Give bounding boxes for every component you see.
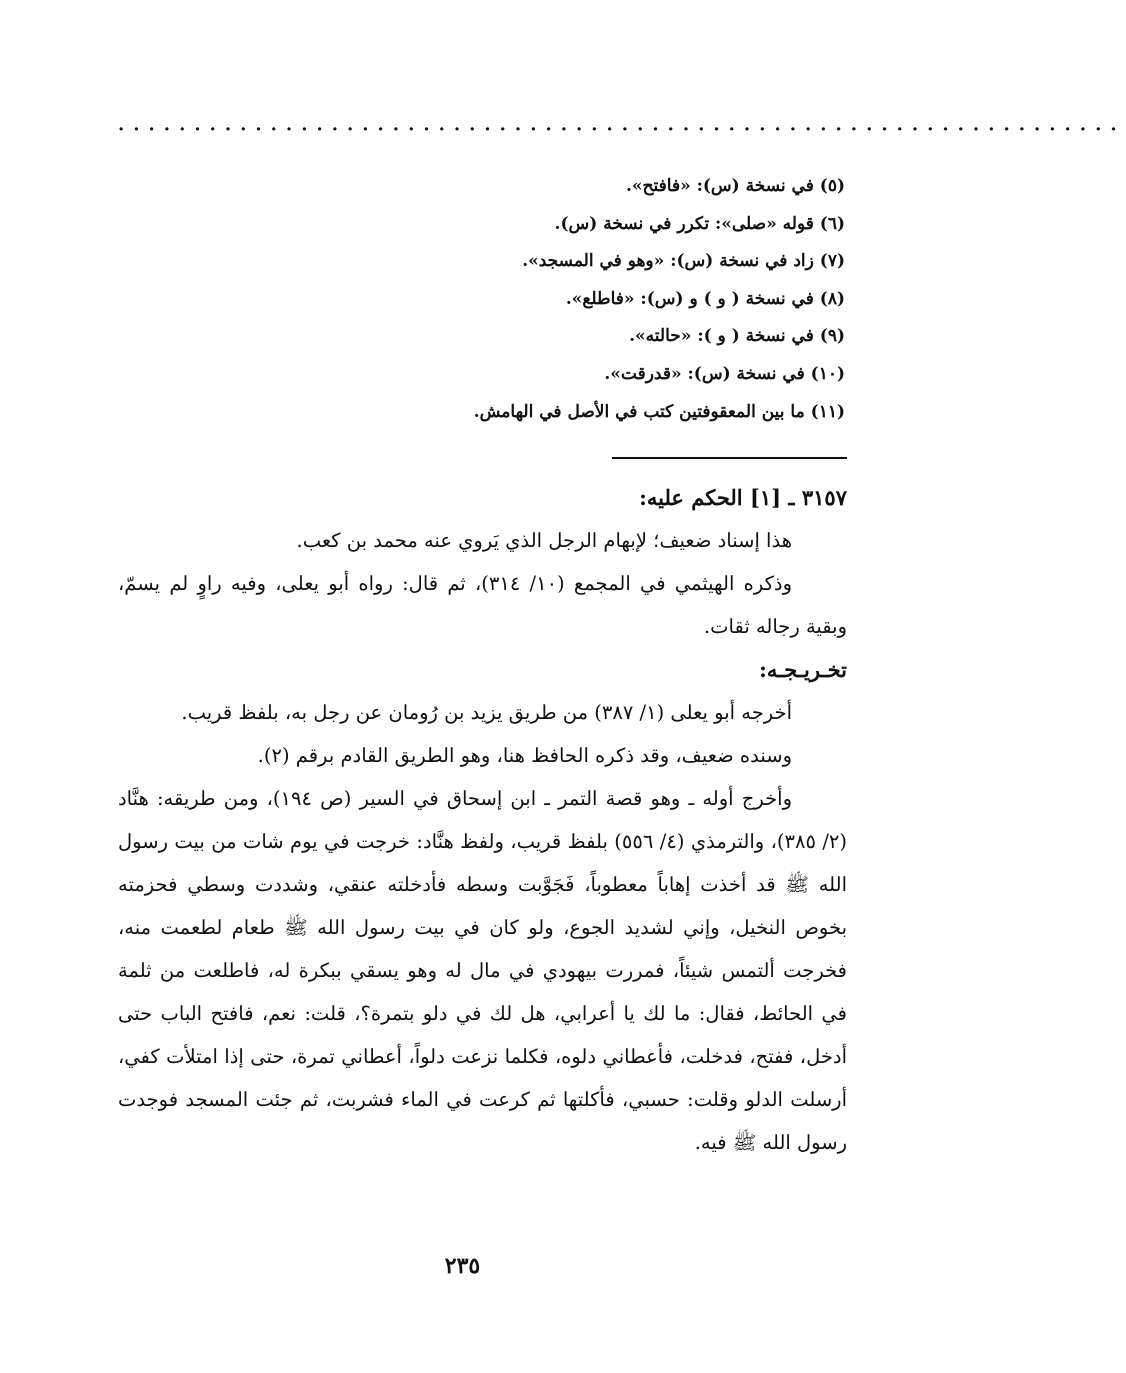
takhrij-paragraph: وأخرج أوله ـ وهو قصة التمر ـ ابن إسحاق في السير (ص ١٩٤)، ومن طريقه: هنَّاد (٢/ ٣٨٥)، والترمذي (٤/ ٥٥٦) بلفظ قريب، ولفظ هنَّاد: خرجت في يوم شات من بيت رسول الله ﷺ قد أخذت إهاباً معطوباً، فَجَوَّبت وسطه فأدخلته عنقي، وشددت وسطي فحزمته بخوص النخيل، وإني لشديد الجوع، ولو كان في بيت رسول الله ﷺ طعام لطعمت منه، فخرجت ألتمس شيئاً، فمررت بيهودي في مال له وهو يسقي ببكرة له، فاطلعت من ثلمة في الحائط، فقال: ما لك يا أعرابي، هل لك في دلو بتمرة؟، قلت: نعم، فافتح الباب حتى أدخل، ففتح، فدخلت، فأعطاني دلوه، فكلما نزعت دلواً، أعطاني تمرة، حتى إذا امتلأت كفي، أرسلت الدلو وقلت: حسبي، فأكلتها ثم كرعت في الماء فشربت، ثم جئت المسجد فوجدت رسول الله ﷺ فيه. <box>118 787 847 1154</box>
takhrij-paragraph: أخرجه أبو يعلى (١/ ٣٨٧) من طريق يزيد بن رُومان عن رجل به، بلفظ قريب. <box>181 701 792 724</box>
footnote: (٩) في نسخة ( و ): «حالته». <box>629 326 845 347</box>
footnote: (١١) ما بين المعقوفتين كتب في الأصل في الهامش. <box>473 401 845 422</box>
ruling-heading: ٣١٥٧ ـ [١] الحكم عليه: <box>639 485 847 510</box>
ruling-paragraph: وذكره الهيثمي في المجمع (١٠/ ٣١٤)، ثم قال: رواه أبو يعلى، وفيه راوٍ لم يسمّ، وبقية رجاله ثقات. <box>118 572 847 638</box>
footnote: (١٠) في نسخة (س): «قدرقت». <box>604 363 845 384</box>
footnote: (٦) قوله «صلى»: تكرر في نسخة (س). <box>554 213 845 234</box>
section-divider <box>612 457 847 459</box>
footnote: (٨) في نسخة ( و ) و (س): «فاطلع». <box>565 288 845 309</box>
footnote: (٧) زاد في نسخة (س): «وهو في المسجد». <box>522 251 845 272</box>
page-number: ٢٣٥ <box>444 1253 481 1279</box>
takhrij-heading: تخـريـجـه: <box>759 657 847 682</box>
footnote: (٥) في نسخة (س): «فافتح». <box>625 176 845 196</box>
main-text <box>118 476 847 1164</box>
footnotes-list <box>125 168 845 431</box>
takhrij-paragraph: وسنده ضعيف، وقد ذكره الحافظ هنا، وهو الطريق القادم برقم (٢). <box>257 744 792 767</box>
ruling-paragraph: هذا إسناد ضعيف؛ لإبهام الرجل الذي يَروي عنه محمد بن كعب. <box>296 529 792 552</box>
dotted-separator: ·································································· <box>118 119 1126 140</box>
